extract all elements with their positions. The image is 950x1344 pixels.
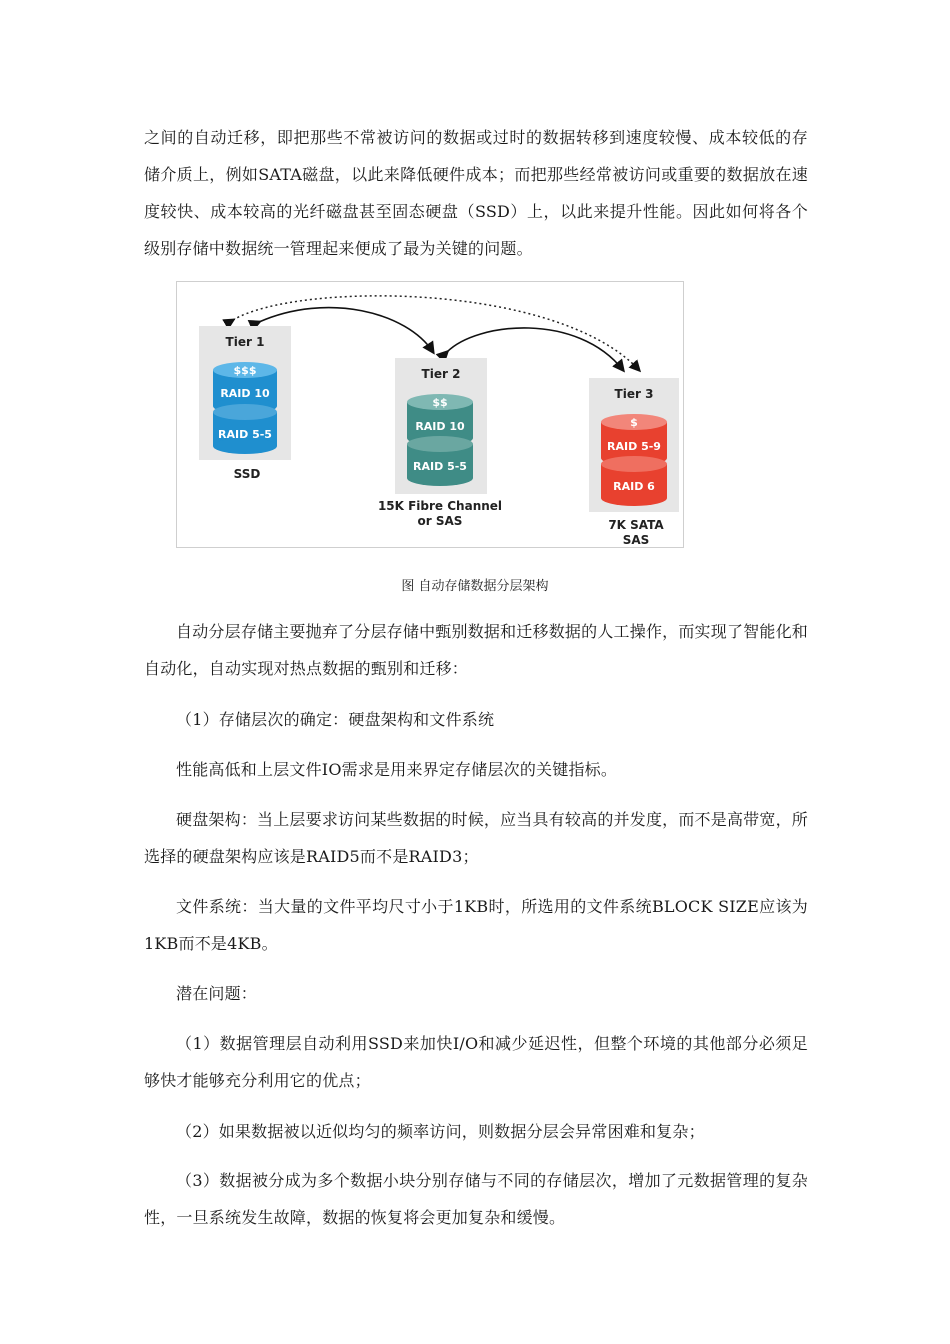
tier2-media-line2: or SAS: [417, 514, 463, 528]
tier3-title: Tier 3: [614, 387, 654, 401]
heading-potential-issues: 潜在问题：: [176, 984, 258, 1003]
tier3-group: [589, 378, 679, 547]
tier2-title: Tier 2: [421, 367, 461, 381]
paragraph-issue-2: （2）如果数据被以近似均匀的频率访问，则数据分层会异常困难和复杂；: [176, 1122, 705, 1141]
tier1-media: SSD: [233, 467, 261, 481]
paragraph-issue-3: （3）数据被分成为多个数据小块分别存储与不同的存储层次，增加了元数据管理的复杂性，一旦系统发生故障，数据的恢复将会更加复杂和缓慢。: [144, 1171, 808, 1227]
tier2-raid-top: RAID 10: [415, 420, 465, 433]
tier1-title: Tier 1: [225, 335, 265, 349]
tier3-raid-top: RAID 5-9: [607, 440, 661, 453]
heading-storage-tier: （1）存储层次的确定：硬盘架构和文件系统: [176, 710, 495, 729]
paragraph-intro: 之间的自动迁移，即把那些不常被访问的数据或过时的数据转移到速度较慢、成本较低的存储介质上，例如SATA磁盘，以此来降低硬件成本；而把那些经常被访问或重要的数据放在速度较快、成本较高的光纤磁盘甚至固态硬盘（SSD）上，以此来提升性能。因此如何将各个级别存储中数据统一管理起来便成了最为关键的问题。: [144, 128, 808, 258]
tier1-raid-bottom: RAID 5-5: [218, 428, 272, 441]
tier2-raid-bottom: RAID 5-5: [413, 460, 467, 473]
tier3-raid-bottom: RAID 6: [613, 480, 655, 493]
tier1-raid-top: RAID 10: [220, 387, 270, 400]
tier2-media-line1: 15K Fibre Channel: [377, 499, 503, 513]
tier3-cost: $: [630, 416, 638, 429]
tiering-diagram: [177, 282, 683, 547]
tier3-media-line2: SAS: [622, 533, 650, 547]
tier1-group: [199, 326, 291, 481]
tier2-group: [378, 358, 502, 528]
paragraph-issue-1: （1）数据管理层自动利用SSD来加快I/O和减少延迟性，但整个环境的其他部分必须足够快才能够充分利用它的优点；: [144, 1034, 808, 1090]
paragraph-disk-architecture: 硬盘架构：当上层要求访问某些数据的时候，应当具有较高的并发度，而不是高带宽，所选择的硬盘架构应该是RAID5而不是RAID3；: [144, 810, 808, 866]
figure-caption: 图 自动存储数据分层架构: [401, 579, 549, 594]
paragraph-filesystem: 文件系统：当大量的文件平均尺寸小于1KB时，所选用的文件系统BLOCK SIZE应该为1KB而不是4KB。: [144, 897, 808, 953]
paragraph-performance: 性能高低和上层文件IO需求是用来界定存储层次的关键指标。: [176, 760, 618, 779]
tier1-cost: $$$: [233, 364, 257, 377]
tier3-media-line1: 7K SATA: [608, 518, 664, 532]
tiering-figure: [176, 281, 684, 548]
paragraph-auto-tiering: 自动分层存储主要抛弃了分层存储中甄别数据和迁移数据的人工操作，而实现了智能化和自动化，自动实现对热点数据的甄别和迁移：: [144, 622, 808, 678]
tier2-cost: $$: [432, 396, 448, 409]
